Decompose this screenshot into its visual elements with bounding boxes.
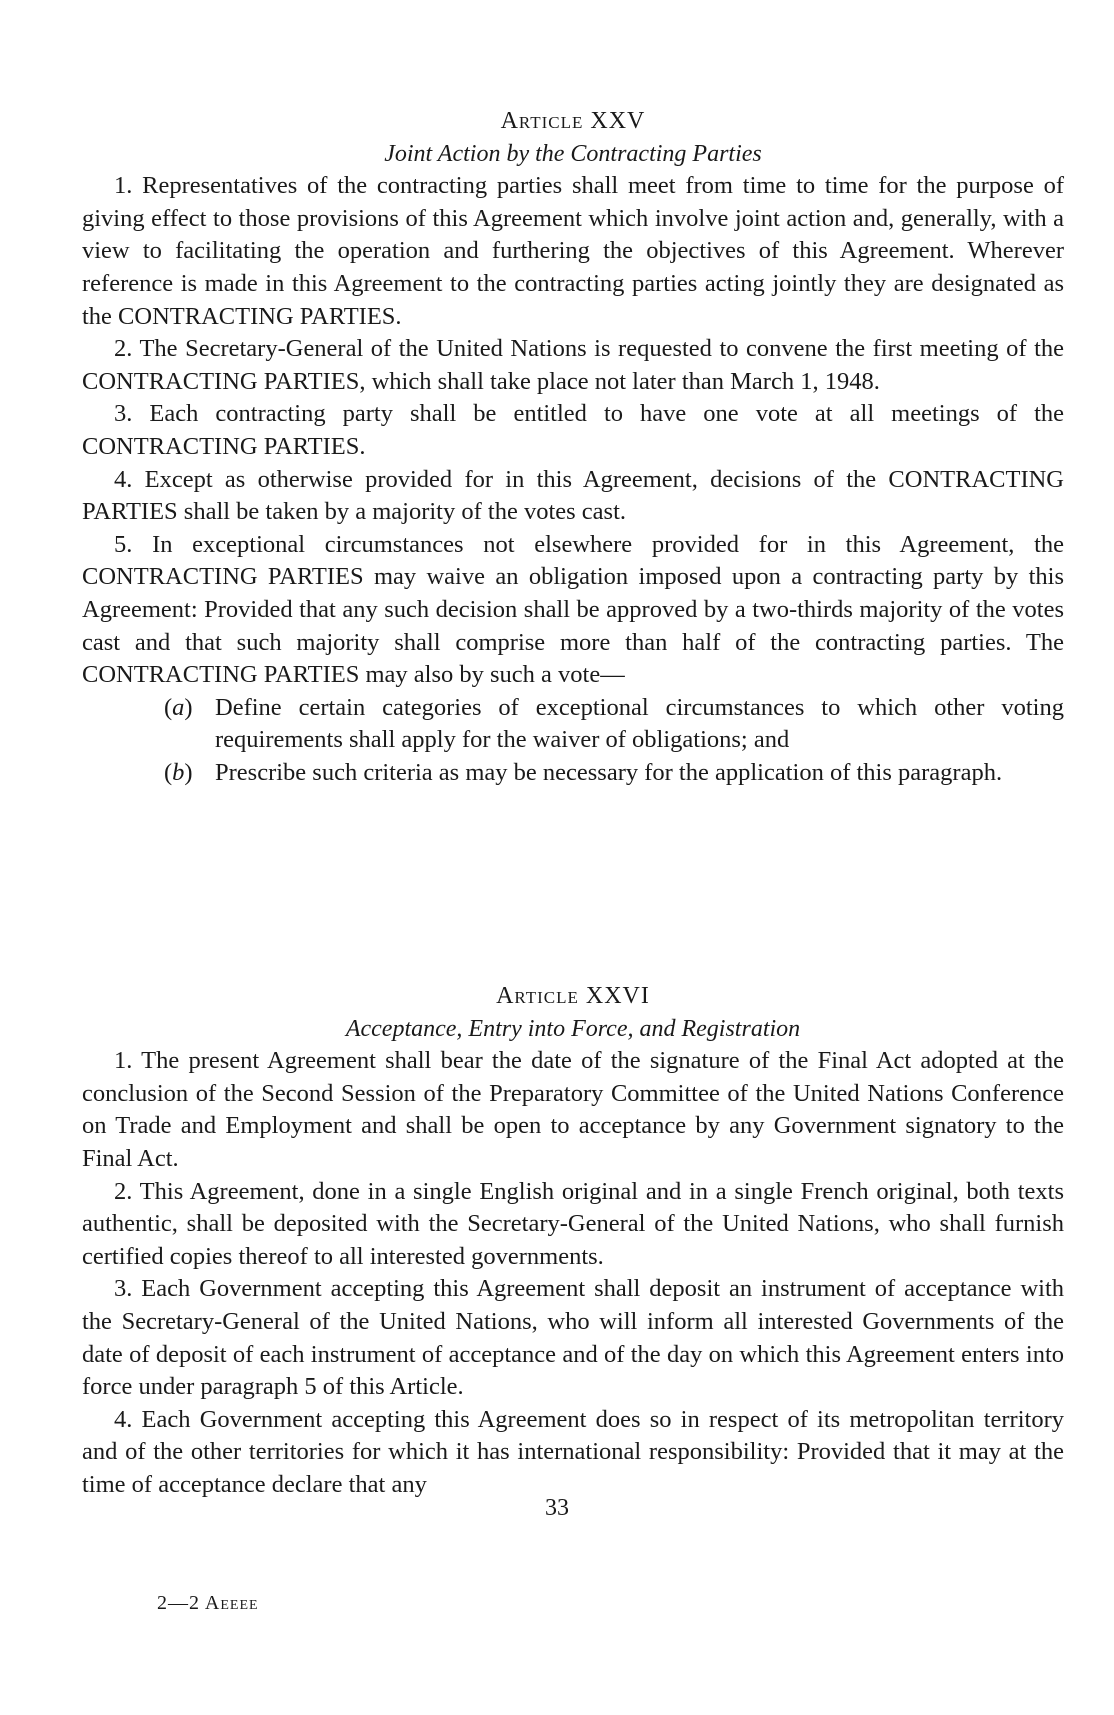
sub-item-text: Define certain categories of exceptional circumstances to which other voting requirements shall apply for the waiver of obligations; and (215, 693, 1064, 754)
sub-item-marker: (a) (164, 693, 193, 721)
sub-item-text: Prescribe such criteria as may be necessary for the application of this paragraph. (215, 758, 1003, 786)
page-number: 33 (545, 1495, 569, 1521)
article-xxvi-subtitle: Acceptance, Entry into Force, and Registration (345, 1015, 801, 1042)
article-xxv-paragraph-5: 5. In exceptional circumstances not elsewhere provided for in this Agreement, the CONTRACTING PARTIES may waive an obligation imposed upon a contracting party by this Agreement: Provided that any such decision shall be approved by a two-thirds majority of the votes cast and that such majority shall comprise more than half of the contracting parties. The CONTRACTING PARTIES may also by such a vote— (82, 530, 1064, 689)
article-xxv-sub-item-a (82, 692, 1064, 757)
article-xxvi-paragraph-2: 2. This Agreement, done in a single English original and in a single French original, both texts authentic, shall be deposited with the Secretary-General of the United Nations, who shall furnish certified copies thereof to all interested governments. (82, 1177, 1064, 1270)
article-xxv-sub-item-b (82, 757, 1064, 790)
article-xxv (82, 105, 1064, 789)
article-xxv-paragraph-4: 4. Except as otherwise provided for in this Agreement, decisions of the CONTRACTING PARTIES shall be taken by a majority of the votes cast. (82, 465, 1064, 526)
article-xxv-paragraph-2: 2. The Secretary-General of the United Nations is requested to convene the first meeting of the CONTRACTING PARTIES, which shall take place not later than March 1, 1948. (82, 335, 1064, 395)
article-xxv-paragraph-1: 1. Representatives of the contracting parties shall meet from time to time for the purpose of giving effect to those provisions of this Agreement which involve joint action and, generally, with a view to facilitating the operation and furthering the objectives of this Agreement. Wherever reference is made in this Agreement to the contracting parties acting jointly they are designated as the CONTRACTING PARTIES. (82, 172, 1064, 330)
article-xxvi (82, 980, 1064, 1502)
article-xxvi-paragraph-4: 4. Each Government accepting this Agreement does so in respect of its metropolitan territory and of the other territories for which it has international responsibility: Provided that it may at the time of acceptance declare that any (82, 1405, 1064, 1498)
article-xxv-paragraph-3: 3. Each contracting party shall be entitled to have one vote at all meetings of the CONTRACTING PARTIES. (82, 400, 1064, 460)
article-xxvi-paragraph-3: 3. Each Government accepting this Agreement shall deposit an instrument of acceptance with the Secretary-General of the United Nations, who will inform all interested Governments of the date of deposit of each instrument of acceptance and of the day on which this Agreement enters into force under paragraph 5 of this Article. (82, 1275, 1064, 1401)
article-xxvi-paragraph-1: 1. The present Agreement shall bear the date of the signature of the Final Act adopted at the conclusion of the Second Session of the Preparatory Committee of the United Nations Conference on Trade and Employment and shall be open to acceptance by any Government signatory to the Final Act. (82, 1047, 1064, 1172)
article-xxv-heading: Article XXV (500, 108, 646, 134)
article-xxv-subtitle: Joint Action by the Contracting Parties (384, 140, 762, 167)
sub-item-marker: (b) (164, 758, 193, 786)
article-xxvi-heading: Article XXVI (496, 983, 650, 1009)
printer-signature-mark: 2—2 Aeeee (157, 1592, 259, 1614)
